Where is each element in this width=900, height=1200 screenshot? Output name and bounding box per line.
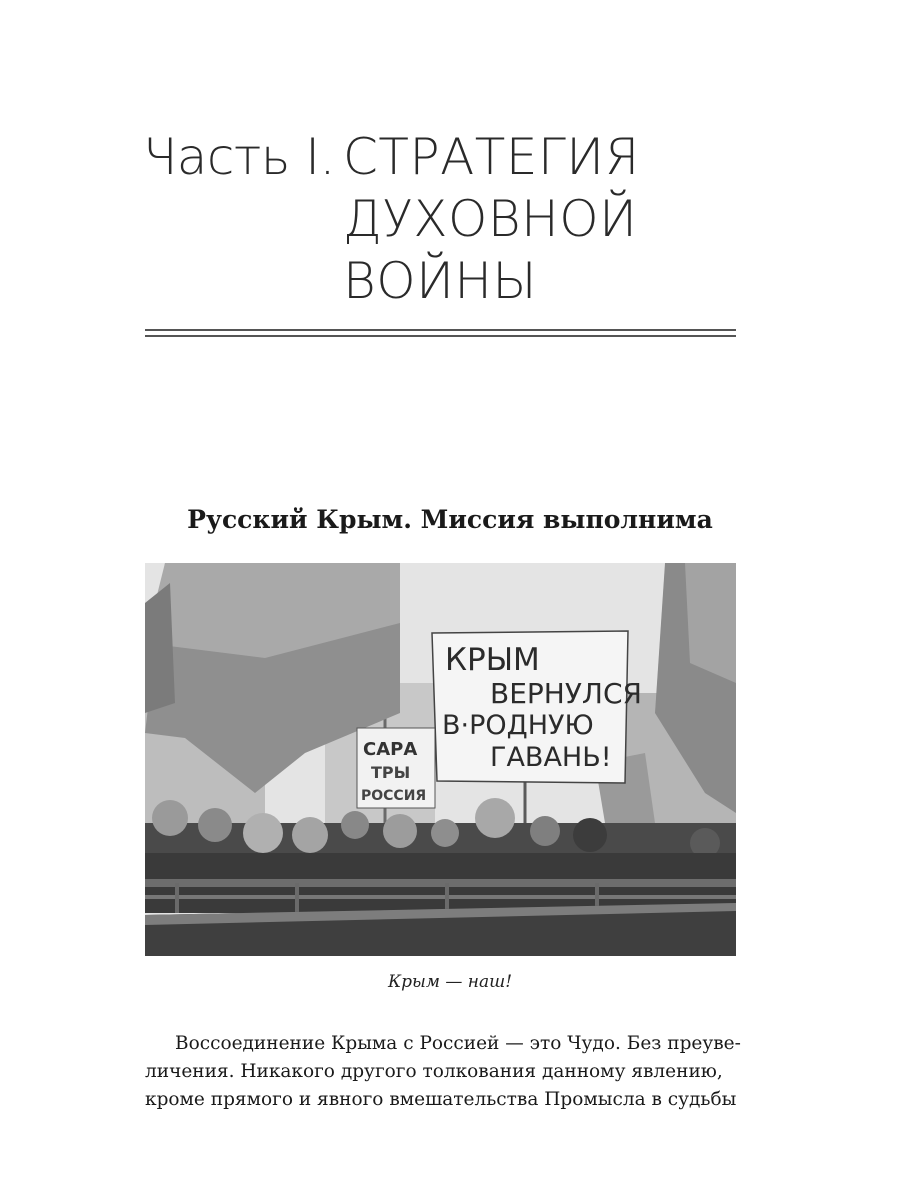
small-placard-text: САРА: [363, 739, 418, 760]
part-title-line: ВОЙНЫ: [343, 252, 538, 310]
part-title-line: СТРАТЕГИЯ: [343, 128, 640, 186]
part-title-line: ДУХОВНОЙ: [343, 190, 638, 248]
double-rule-top: [145, 329, 736, 331]
placard-text: В·РОДНУЮ: [442, 710, 594, 741]
double-rule-bottom: [145, 335, 736, 337]
small-placard-text: ТРЫ: [371, 763, 411, 782]
placard-text: ВЕРНУЛСЯ: [490, 677, 642, 710]
part-label: Часть I.: [143, 128, 335, 186]
chapter-title: Русский Крым. Миссия выполнима: [187, 505, 713, 534]
small-placard-text: РОССИЯ: [361, 788, 427, 804]
placard-text: КРЫМ: [445, 642, 540, 678]
body-line: Воссоединение Крыма с Россией — это Чудо. Без преуве-: [175, 1033, 741, 1054]
rally-photo: [145, 563, 736, 956]
part-title: [343, 126, 640, 312]
body-line: кроме прямого и явного вмешательства Промысла в судьбы: [145, 1089, 737, 1110]
body-paragraph: [145, 1030, 741, 1114]
body-line: личения. Никакого другого толкования данному явлению,: [145, 1061, 723, 1082]
placard-text: ГАВАНЬ!: [490, 742, 612, 773]
photo-caption: Крым — наш!: [387, 972, 513, 992]
